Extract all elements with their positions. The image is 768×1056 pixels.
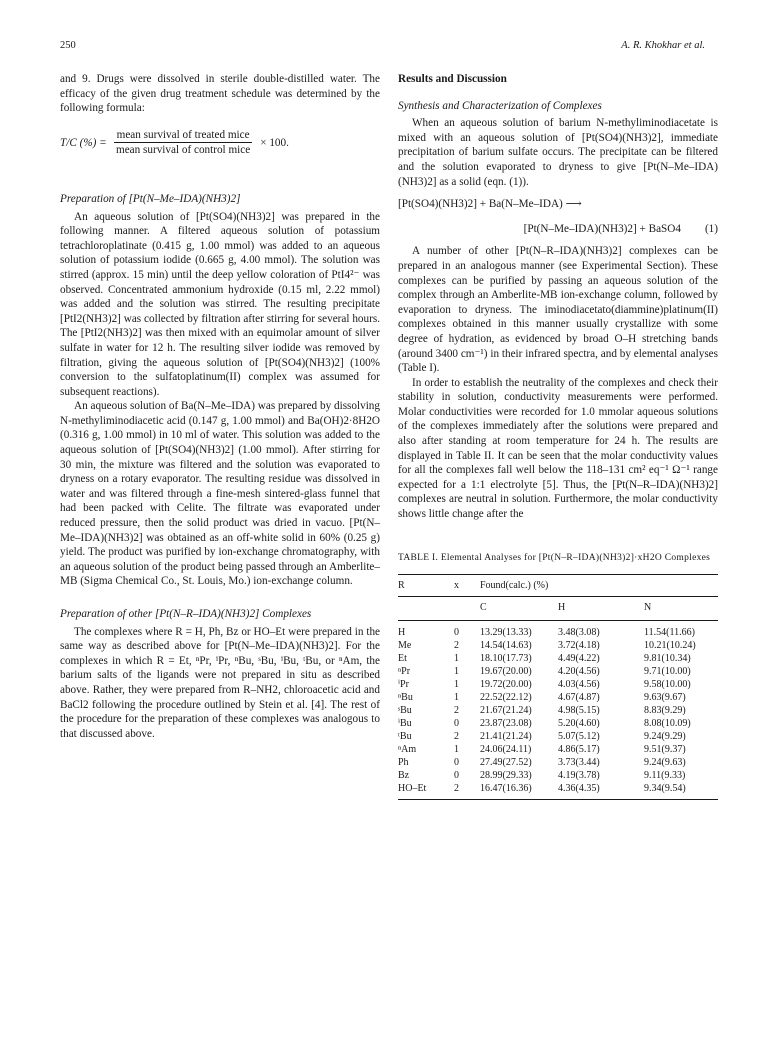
equation-number: (1) — [704, 222, 718, 235]
cell-c: 21.67(21.24) — [480, 704, 532, 716]
cell-n: 9.63(9.67) — [644, 691, 686, 703]
cell-n: 9.24(9.63) — [644, 756, 686, 768]
cell-c: 19.72(20.00) — [480, 678, 532, 690]
cell-n: 9.24(9.29) — [644, 730, 686, 742]
cell-h: 4.86(5.17) — [558, 743, 600, 755]
right-column — [398, 72, 718, 800]
table-row — [398, 652, 718, 665]
col-header-h: H — [552, 597, 638, 621]
cell-c: 21.41(21.24) — [480, 730, 532, 742]
table-caption: TABLE I. Elemental Analyses for [Pt(N–R–IDA)(NH3)2]·xH2O Complexes — [398, 552, 711, 563]
table-row — [398, 639, 718, 652]
cell-r: H — [398, 620, 454, 639]
cell-n: 8.83(9.29) — [644, 704, 686, 716]
cell-n: 10.21(10.24) — [644, 639, 696, 651]
equation-line — [398, 222, 718, 237]
cell-x: 0 — [454, 756, 459, 768]
cell-r: ⁱPr — [398, 678, 409, 690]
section-heading: Results and Discussion — [398, 73, 507, 85]
cell-n: 9.34(9.54) — [638, 782, 718, 800]
elemental-analysis-table — [398, 574, 718, 800]
cell-n: 9.81(10.34) — [644, 652, 691, 664]
table-row — [398, 743, 718, 756]
cell-c: 22.52(22.12) — [480, 691, 532, 703]
formula-denominator: mean survival of control mice — [116, 144, 251, 157]
cell-h: 5.07(5.12) — [558, 730, 600, 742]
cell-n: 8.08(10.09) — [644, 717, 691, 729]
col-header-x: x — [454, 574, 480, 597]
cell-x: 1 — [454, 743, 459, 755]
cell-c: 24.06(24.11) — [480, 743, 532, 755]
formula-fraction — [114, 128, 252, 158]
cell-x: 1 — [454, 652, 459, 664]
cell-r: ˢBu — [398, 704, 412, 716]
paragraph: and 9. Drugs were dissolved in sterile double-distilled water. The efficacy of the given drug treatment schedule was determined by the following formula: — [60, 73, 380, 115]
cell-r: ᵗBu — [398, 730, 412, 742]
paragraph: An aqueous solution of [Pt(SO4)(NH3)2] was prepared in the following manner. A filtered aqueous solution of potassium tetrachloroplatinate (0.415 g, 1.00 mmol) was added to an aqueous solution of potassium iodide (0.665 g, 4.00 mmol). The solution was stirred (approx. 15 min) until the deep yellow coloration of PtI4²⁻ was observed. Concentrated ammonium hydroxide (0.15 ml, 2.22 mmol) was added and the solution was stirred. The resulting precipitate [PtI2(NH3)2] was collected by filtration after stirring for several hours. The [PtI2(NH3)2] was then mixed with an equimolar amount of silver sulfate in water for 12 h. The resulting silver iodide was removed by filtration, giving the aqueous solution of [Pt(SO4)(NH3)2] (100% conversion to the sulfatoplatinum(II) complex was assumed for subsequent reactions). — [60, 210, 380, 398]
cell-n: 9.51(9.37) — [644, 743, 686, 755]
cell-c: 13.29(13.33) — [480, 620, 552, 639]
cell-h: 4.98(5.15) — [558, 704, 600, 716]
cell-c: 18.10(17.73) — [480, 652, 532, 664]
cell-c: 16.47(16.36) — [480, 782, 552, 800]
subsection-heading: Preparation of [Pt(N–Me–IDA)(NH3)2] — [60, 192, 241, 205]
cell-r: ⁿAm — [398, 743, 417, 755]
subsection-heading: Synthesis and Characterization of Complexes — [398, 99, 602, 112]
table-row — [398, 717, 718, 730]
cell-c: 19.67(20.00) — [480, 665, 532, 677]
cell-h: 3.48(3.08) — [552, 620, 638, 639]
cell-x: 2 — [454, 639, 459, 651]
table-row — [398, 678, 718, 691]
cell-r: ⁿBu — [398, 691, 413, 703]
paragraph: The complexes where R = H, Ph, Bz or HO–Et were prepared in the same way as described above for [Pt(N–Me–IDA)(NH3)2]. For the complexes in which R = Et, ⁿPr, ⁱPr, ⁿBu, ˢBu, ⁱBu, ᵗBu, or ⁿAm, the barium salts of the ligands were not prepared in situ as described above. Rather, they were prepared from R–NH2, chloroacetic acid and BaCl2 following the procedure outlined by Stein et al. [4]. The rest of the procedure for the preparation of these complexes was analogous to that discussed above. — [60, 625, 380, 740]
cell-r: ⁿPr — [398, 665, 411, 677]
table-row — [398, 691, 718, 704]
cell-r: Bz — [398, 769, 410, 781]
table-row — [398, 704, 718, 717]
paragraph: When an aqueous solution of barium N-methyliminodiacetate is mixed with an aqueous solution of [Pt(SO4)(NH3)2], immediate precipitation of barium sulfate occurs. The precipitate can be filtered and the solution evaporated to dryness to give [Pt(N–Me–IDA)(NH3)2] as a solid (eqn. (1)). — [398, 117, 718, 188]
cell-n: 9.58(10.00) — [644, 678, 691, 690]
table-row — [398, 620, 718, 639]
cell-h: 3.73(3.44) — [558, 756, 600, 768]
cell-n: 11.54(11.66) — [638, 620, 718, 639]
formula-numerator: mean survival of treated mice — [114, 128, 252, 144]
cell-h: 4.03(4.56) — [558, 678, 600, 690]
equation-1 — [398, 197, 718, 236]
cell-x: 2 — [454, 782, 480, 800]
table-row — [398, 769, 718, 782]
col-header-found: Found(calc.) (%) — [480, 574, 718, 597]
cell-r: Me — [398, 639, 412, 651]
table-row — [398, 665, 718, 678]
formula-rhs: × 100. — [260, 136, 289, 149]
cell-c: 23.87(23.08) — [480, 717, 532, 729]
cell-n: 9.11(9.33) — [644, 769, 686, 781]
cell-h: 5.20(4.60) — [558, 717, 600, 729]
cell-h: 4.36(4.35) — [552, 782, 638, 800]
page-number: 250 — [60, 40, 76, 51]
cell-x: 1 — [454, 678, 459, 690]
table-row — [398, 756, 718, 769]
cell-h: 4.20(4.56) — [558, 665, 600, 677]
cell-r: Et — [398, 652, 407, 664]
left-column — [60, 72, 380, 741]
cell-r: Ph — [398, 756, 409, 768]
cell-x: 1 — [454, 665, 459, 677]
tc-formula — [60, 128, 380, 158]
table-row — [398, 782, 718, 800]
table-row — [398, 730, 718, 743]
cell-x: 2 — [454, 704, 459, 716]
cell-r: ⁱBu — [398, 717, 412, 729]
formula-lhs: T/C (%) = — [60, 136, 107, 149]
col-header-r: R — [398, 574, 454, 597]
cell-c: 14.54(14.63) — [480, 639, 532, 651]
cell-x: 2 — [454, 730, 459, 742]
cell-h: 4.49(4.22) — [558, 652, 600, 664]
paragraph: A number of other [Pt(N–R–IDA)(NH3)2] complexes can be prepared in an analogous manner (see Experimental Section). These complexes can be purified by passing an aqueous solution of the complex through an Amberlite-MB ion-exchange column, followed by evaporation to dryness. The iminodiacetato(diammine)platinum(II) complexes obtained in this manner usually crystallize with some degree of hydration, as evidenced by broad O–H stretching bands (around 3400 cm⁻¹) in their infrared spectra, and by elemental analyses (Table I). — [398, 245, 718, 375]
cell-x: 0 — [454, 769, 459, 781]
col-header-n: N — [638, 597, 718, 621]
col-header-c: C — [480, 597, 552, 621]
paragraph: An aqueous solution of Ba(N–Me–IDA) was prepared by dissolving N-methyliminodiacetic acid (0.147 g, 1.00 mmol) and Ba(OH)2·8H2O (0.316 g, 1.00 mmol) in 10 ml of water. This solution was added to the aqueous solution of [Pt(SO4)(NH3)2] (1.00 mmol). After stirring for 30 min, the mixture was filtered and the solution was evaporated to dryness on a rotary evaporator. The resulting residue was dissolved in water and was filtered through a fine-mesh sintered-glass funnel that had been packed with Celite. The filtrate was evaporated under reduced pressure, then the solid product was dried in vacuo. [Pt(N–Me–IDA)(NH3)2] was obtained as an off-white solid in 60% (0.25 g) yield. The product was purified by ion-exchange chromatography, with an aqueous solution of the product being passed through an Amberlite–MB (Sigma Chemical Co., St. Louis, Mo.) ion-exchange column. — [60, 400, 380, 588]
paragraph: In order to establish the neutrality of the complexes and check their stability in solution, conductivity measurements were performed. Molar conductivities were recorded for 1.0 mmolar aqueous solutions of the complexes immediately after the solutions were prepared and also after standing at room temperature for 24 h. The results are displayed in Table II. It can be seen that the molar conductivity values for all the complexes fall well below the 118–131 cm² eq⁻¹ Ω⁻¹ range expected for a 1:1 electrolyte [5]. Thus, the [Pt(N–R–IDA)(NH3)2] complexes are neutral in solution. Furthermore, the molar conductivity shows little change after the — [398, 376, 718, 521]
cell-x: 0 — [454, 717, 459, 729]
cell-x: 1 — [454, 691, 459, 703]
cell-n: 9.71(10.00) — [644, 665, 691, 677]
cell-h: 3.72(4.18) — [558, 639, 600, 651]
cell-c: 27.49(27.52) — [480, 756, 532, 768]
cell-r: HO–Et — [398, 782, 454, 800]
equation-products: [Pt(N–Me–IDA)(NH3)2] + BaSO4 — [523, 222, 681, 235]
running-head: A. R. Khokhar et al. — [621, 40, 705, 51]
equation-line: [Pt(SO4)(NH3)2] + Ba(N–Me–IDA) ⟶ — [398, 198, 582, 211]
subsection-heading: Preparation of other [Pt(N–R–IDA)(NH3)2] Complexes — [60, 608, 312, 620]
cell-x: 0 — [454, 620, 480, 639]
cell-h: 4.19(3.78) — [558, 769, 600, 781]
cell-c: 28.99(29.33) — [480, 769, 532, 781]
cell-h: 4.67(4.87) — [558, 691, 600, 703]
